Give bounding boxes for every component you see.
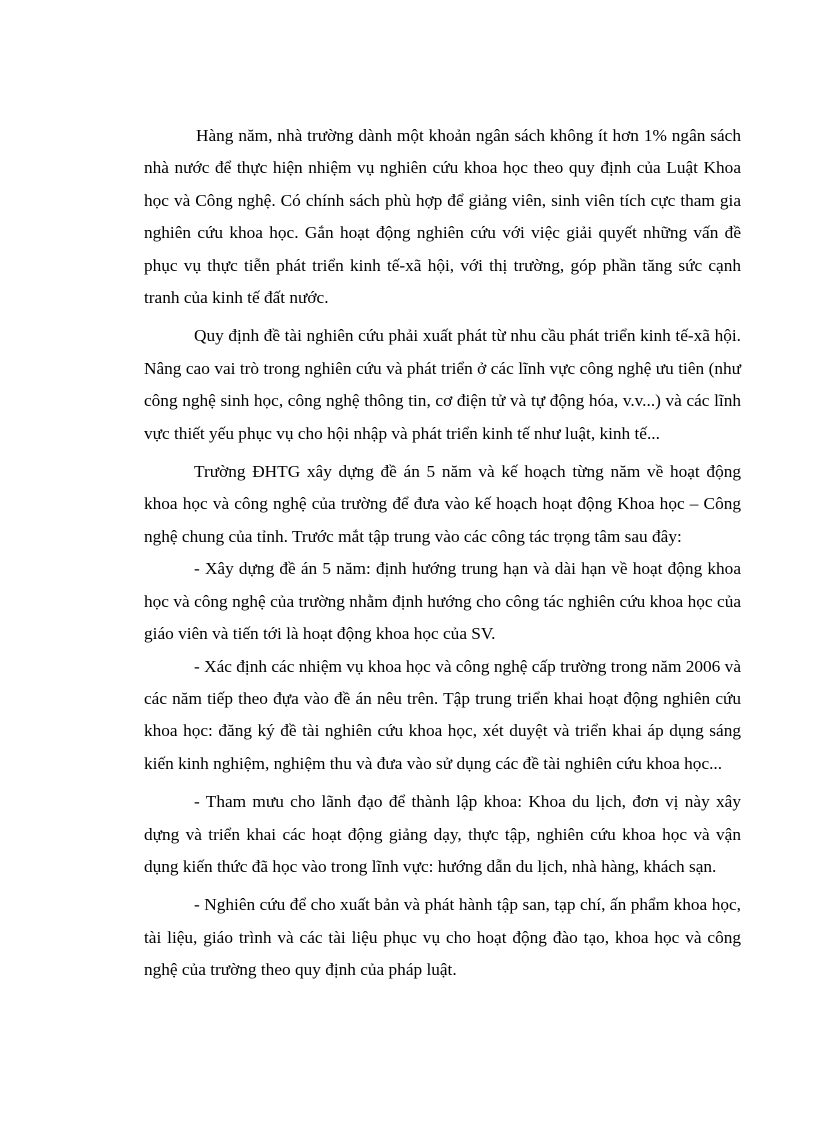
list-item-publications: - Nghiên cứu để cho xuất bản và phát hành tập san, tạp chí, ấn phẩm khoa học, tài liệu, giáo trình và các tài liệu phục vụ cho hoạt động đào tạo, khoa học và công nghệ của trường theo quy định của pháp luật. — [144, 895, 741, 980]
document-body — [144, 120, 741, 987]
list-item-tourism-faculty: - Tham mưu cho lãnh đạo để thành lập khoa: Khoa du lịch, đơn vị này xây dựng và triển khai các hoạt động giảng dạy, thực tập, nghiên cứu khoa học và vận dụng kiến thức đã học vào trong lĩnh vực: hướng dẫn du lịch, nhà hàng, khách sạn. — [144, 792, 741, 876]
list-item-school-tasks: - Xác định các nhiệm vụ khoa học và công nghệ cấp trường trong năm 2006 và các năm tiếp theo đựa vào đề án nêu trên. Tập trung triển khai hoạt động nghiên cứu khoa học: đăng ký đề tài nghiên cứu khoa học, xét duyệt và triển khai áp dụng sáng kiến kinh nghiệm, nghiệm thu và đưa vào sử dụng các đề tài nghiên cứu khoa học... — [144, 656, 741, 773]
paragraph-budget: Hàng năm, nhà trường dành một khoản ngân sách không ít hơn 1% ngân sách nhà nước để thực hiện nhiệm vụ nghiên cứu khoa học theo quy định của Luật Khoa học và Công nghệ. Có chính sách phù hợp để giảng viên, sinh viên tích cực tham gia nghiên cứu khoa học. Gắn hoạt động nghiên cứu với việc giải quyết những vấn đề phục vụ thực tiễn phát triển kinh tế-xã hội, với thị trường, góp phần tăng sức cạnh tranh của kinh tế đất nước. — [144, 126, 741, 308]
paragraph-research-topics: Quy định đề tài nghiên cứu phải xuất phát từ nhu cầu phát triển kinh tế-xã hội. Nâng cao vai trò trong nghiên cứu và phát triển ở các lĩnh vực công nghệ ưu tiên (như công nghệ sinh học, công nghệ thông tin, cơ điện tử và tự động hóa, v.v...) và các lĩnh vực thiết yếu phục vụ cho hội nhập và phát triển kinh tế như luật, kinh tế... — [144, 326, 741, 443]
paragraph-five-year-plan: Trường ĐHTG xây dựng đề án 5 năm và kế hoạch từng năm về hoạt động khoa học và công nghệ của trường để đưa vào kế hoạch hoạt động Khoa học – Công nghệ chung của tỉnh. Trước mắt tập trung vào các công tác trọng tâm sau đây: — [144, 462, 741, 546]
list-item-five-year-project: - Xây dựng đề án 5 năm: định hướng trung hạn và dài hạn về hoạt động khoa học và công nghệ của trường nhằm định hướng cho công tác nghiên cứu khoa học của giáo viên và tiến tới là hoạt động khoa học của SV. — [144, 559, 741, 644]
